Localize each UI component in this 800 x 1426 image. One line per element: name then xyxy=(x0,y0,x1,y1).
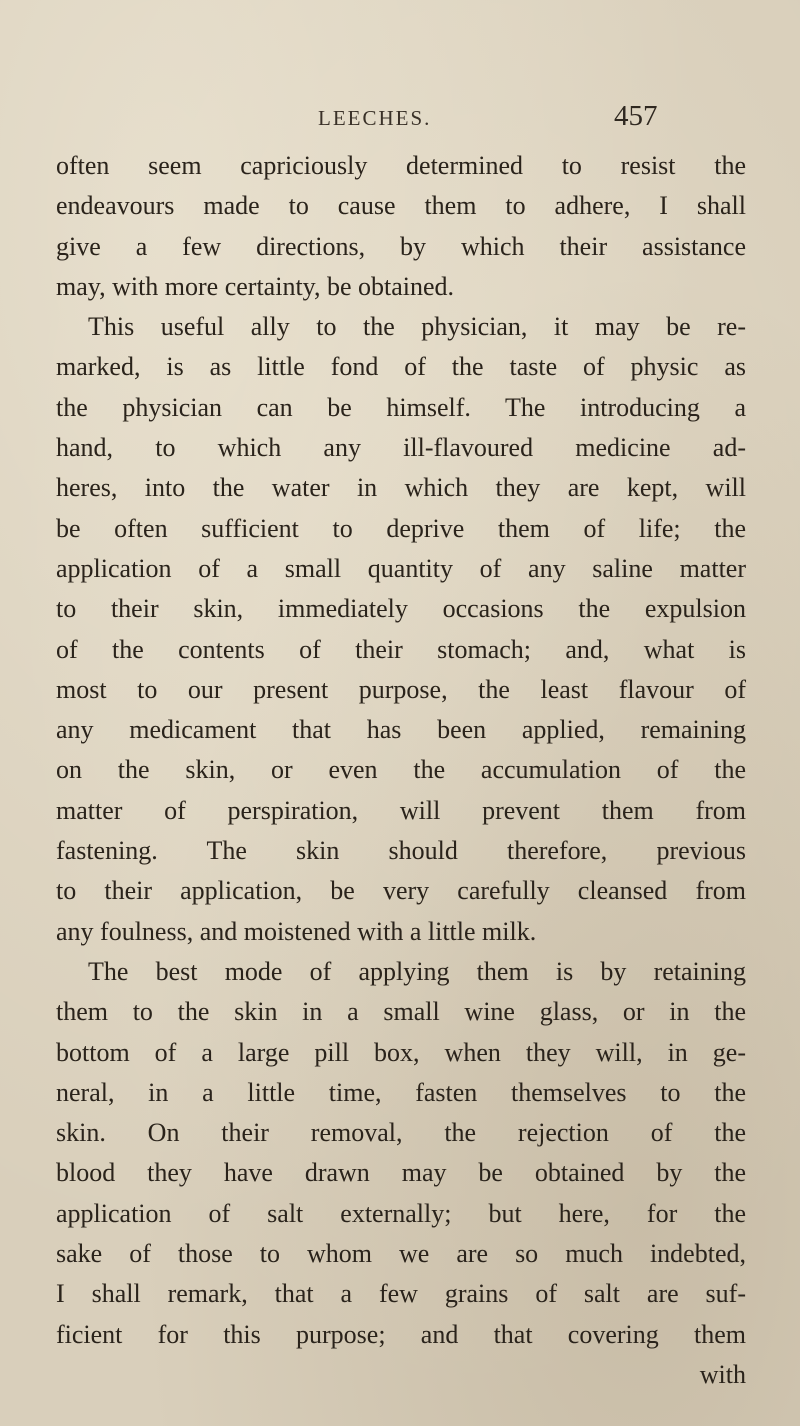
text-line: heres, into the water in which they are kept, will xyxy=(56,473,746,503)
text-line: give a few directions, by which their assistance xyxy=(56,231,746,261)
text-line: ficient for this purpose; and that covering them xyxy=(56,1319,746,1349)
text-line: fastening. The skin should therefore, previous xyxy=(56,836,746,866)
text-line: application of salt externally; but here, for the xyxy=(56,1198,746,1228)
text-line: hand, to which any ill-flavoured medicine ad- xyxy=(56,433,746,463)
text-line: I shall remark, that a few grains of salt are suf- xyxy=(56,1279,746,1309)
text-line: any foulness, and moistened with a little milk. xyxy=(56,916,537,946)
text-line: often seem capriciously determined to resist the xyxy=(56,151,746,180)
text-line: sake of those to whom we are so much indebted, xyxy=(56,1239,746,1269)
text-line: This useful ally to the physician, it may be re- xyxy=(88,312,746,342)
text-line: be often sufficient to deprive them of life; the xyxy=(56,513,746,543)
text-line: skin. On their removal, the rejection of the xyxy=(56,1118,746,1148)
catchword: with xyxy=(699,1359,746,1389)
text-line: to their application, be very carefully cleansed from xyxy=(56,876,746,906)
text-line: them to the skin in a small wine glass, or in the xyxy=(56,997,746,1027)
text-line: blood they have drawn may be obtained by the xyxy=(56,1158,746,1188)
text-line: on the skin, or even the accumulation of the xyxy=(56,755,746,785)
text-line: bottom of a large pill box, when they will, in ge- xyxy=(56,1037,746,1067)
text-line: application of a small quantity of any saline matter xyxy=(56,553,746,583)
text-line: neral, in a little time, fasten themselves to the xyxy=(56,1077,746,1107)
running-title: LEECHES. xyxy=(318,106,432,130)
text-line: to their skin, immediately occasions the expulsion xyxy=(56,594,746,624)
text-line: the physician can be himself. The introducing a xyxy=(56,392,746,422)
running-head xyxy=(0,100,800,140)
page-number: 457 xyxy=(614,100,658,132)
text-line: may, with more certainty, be obtained. xyxy=(56,271,455,301)
text-line: matter of perspiration, will prevent them from xyxy=(56,795,746,825)
body-text xyxy=(56,146,746,1395)
text-line: The best mode of applying them is by retaining xyxy=(88,956,746,986)
text-line: any medicament that has been applied, remaining xyxy=(56,715,746,745)
text-line: marked, is as little fond of the taste of physic as xyxy=(56,352,746,382)
text-line: endeavours made to cause them to adhere, I shall xyxy=(56,191,746,221)
text-line: of the contents of their stomach; and, what is xyxy=(56,634,746,664)
text-line: most to our present purpose, the least flavour of xyxy=(56,674,746,704)
